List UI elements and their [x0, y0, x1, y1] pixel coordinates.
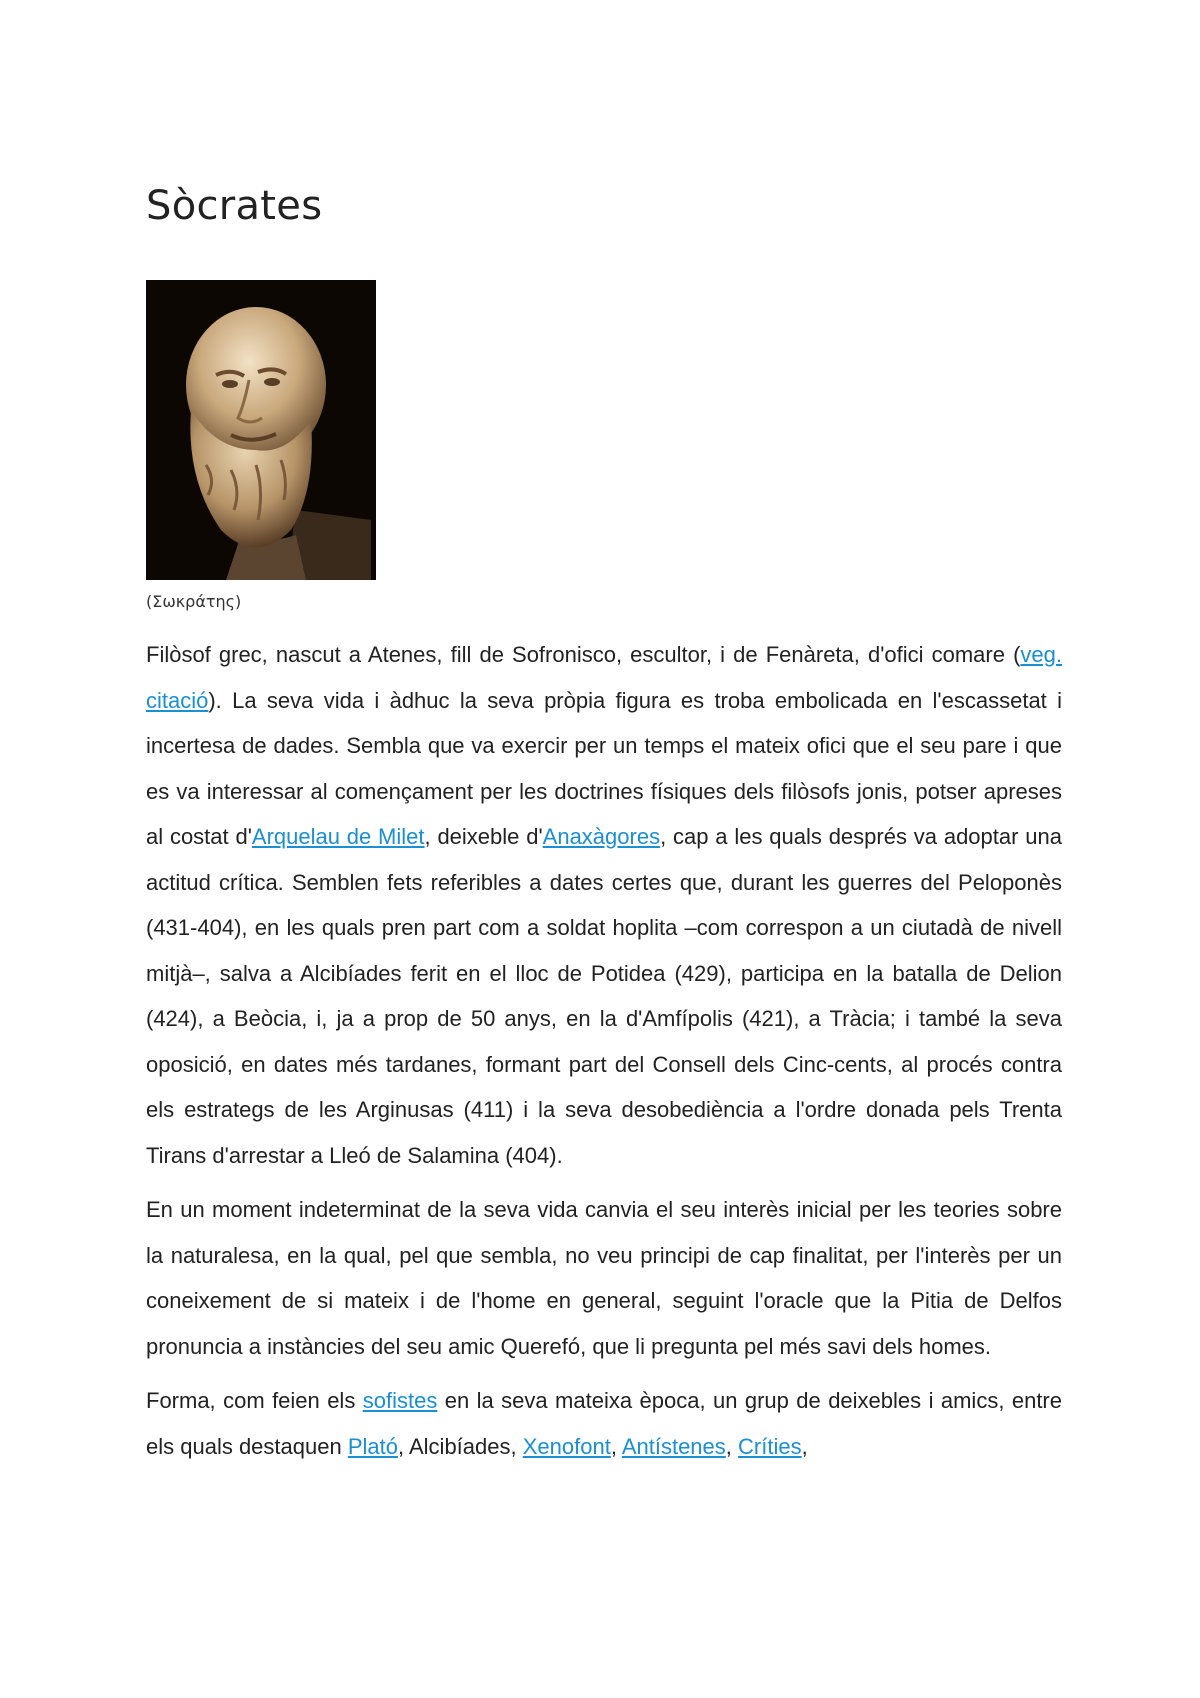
text-span: En un moment indeterminat de la seva vida canvia el seu interès inicial per les teories sobre la naturalesa, en la qual, pel que sembla, no veu principi de cap finalitat, per l'interès per un coneixement de si mateix i de l'home en general, seguint l'oracle que la Pitia de Delfos pronuncia a instàncies del seu amic Querefó, que li pregunta pel més savi dels homes.	[146, 1197, 1062, 1359]
text-span: Filòsof grec, nascut a Atenes, fill de Sofronisco, escultor, i de Fenàreta, d'ofici comare (	[146, 642, 1021, 667]
text-span: , Alcibíades,	[397, 1433, 523, 1459]
text-span: ). La seva vida i àdhuc la seva pròpia figura es troba embolicada en l'escassetat i incertesa de dades. Sembla que va exercir per un temps el mateix ofici que el seu pare i que es va interessar al començament per les doctrines físiques dels filòsofs jonis, potser apreses al costat d'	[146, 687, 1062, 849]
text-span: ,	[610, 1433, 622, 1459]
text-span: , cap a les quals després va adoptar una actitud crítica. Semblen fets referibles a dates certes que, durant les guerres del Peloponès (431-404), en les quals pren part com a soldat hoplita –com correspon a un ciutadà de nivell mitjà–, salva a Alcibíades ferit en el lloc de Potidea (429), participa en la batalla de Delion (424), a Beòcia, i, ja a prop de 50 anys, en la d'Amfípolis (421), a Tràcia; i també la seva oposició, en dates més tardanes, formant part del Consell dels Cinc-cents, al procés contra els estrategs de les Arginusas (411) i la seva desobediència a l'ordre donada pels Trenta Tirans d'arrestar a Lleó de Salamina (404).	[146, 824, 1062, 1168]
socrates-bust-illustration	[146, 280, 376, 580]
article-body	[146, 632, 1062, 1478]
text-span: ,	[725, 1433, 739, 1459]
page-title: Sòcrates	[146, 183, 323, 229]
paragraph-2	[146, 1187, 1062, 1369]
link-anaxagores[interactable]: Anaxàgores	[542, 824, 661, 849]
text-span: en la seva mateixa època, un grup de deixebles i amics, entre els quals destaquen	[146, 1388, 1062, 1459]
image-caption: (Σωκράτης)	[146, 592, 242, 611]
paragraph-3	[146, 1378, 1062, 1469]
link-arquelau-de-milet[interactable]: Arquelau de Milet	[251, 824, 425, 849]
link-plato[interactable]: Plató	[347, 1433, 398, 1459]
portrait-image	[146, 280, 376, 580]
text-span: ,	[801, 1433, 808, 1459]
link-antistenes[interactable]: Antístenes	[621, 1433, 726, 1459]
link-sofistes[interactable]: sofistes	[362, 1388, 438, 1413]
text-span: Forma, com feien els	[146, 1388, 363, 1413]
link-citacio[interactable]: veg. citació	[146, 642, 1062, 713]
link-crities[interactable]: Críties	[738, 1433, 802, 1459]
paragraph-1	[146, 632, 1062, 1178]
text-span: , deixeble d'	[424, 824, 543, 849]
link-xenofont[interactable]: Xenofont	[522, 1433, 611, 1459]
